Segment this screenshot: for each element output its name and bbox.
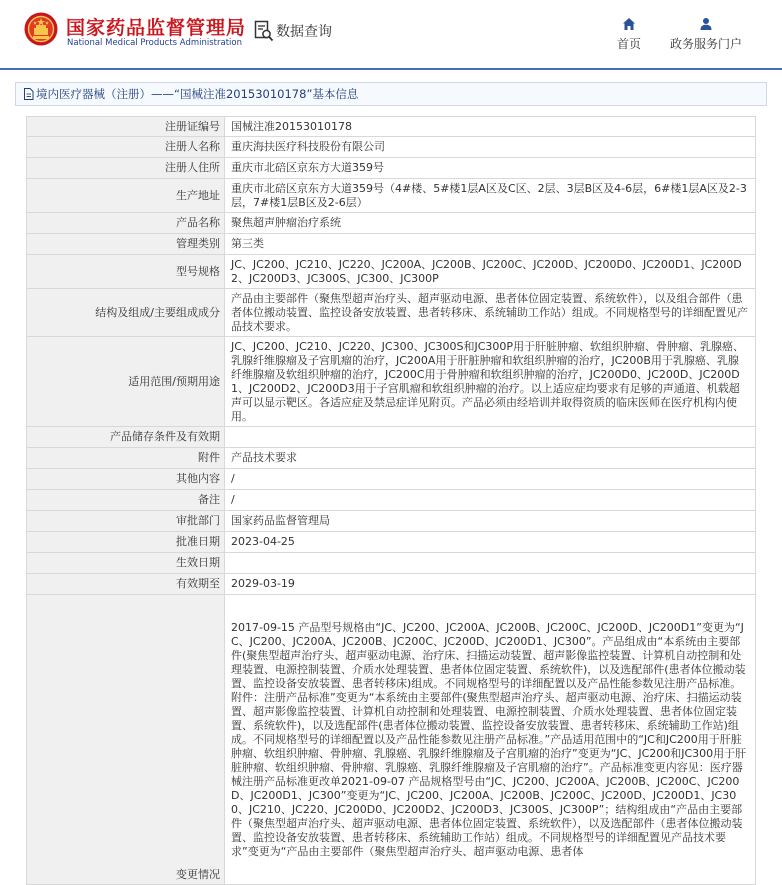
nav-home-label: 首页	[616, 37, 641, 51]
row-value: 2023-04-25	[225, 532, 756, 553]
row-value: JC、JC200、JC210、JC220、JC300、JC300S和JC300P用于肝脏肿瘤、软组织肿瘤、骨肿瘤、乳腺癌、乳腺纤维腺瘤及子宫肌瘤的治疗，JC200A用于肝脏肿瘤和软组织肿瘤的治疗，JC200B用于乳腺癌、乳腺纤维腺瘤及软组织肿瘤的治疗，JC200C用于骨肿瘤和软组织肿瘤的治疗，JC200D0、JC200D、JC200D1、JC200D2、JC200D3用于子宫肌瘤和软组织肿瘤的治疗。以上适应症均要求有足够的声通道、机载超声可以显示靶区。各适应症及禁忌症详见附页。产品必须由经培训并取得资质的临床医师在医疗机构内使用。	[225, 337, 756, 427]
nav-gov-portal[interactable]	[668, 17, 744, 52]
row-label: 结构及组成/主要组成成分	[27, 289, 225, 337]
table-row	[27, 234, 756, 255]
user-icon	[699, 17, 713, 31]
row-value	[225, 553, 756, 574]
site-title-en: National Medical Products Administration	[67, 38, 242, 48]
nav-home[interactable]	[614, 17, 644, 52]
row-value: 第三类	[225, 234, 756, 255]
table-row	[27, 490, 756, 511]
row-label: 产品储存条件及有效期	[27, 427, 225, 448]
row-label: 其他内容	[27, 469, 225, 490]
table-row	[27, 337, 756, 427]
table-row	[27, 469, 756, 490]
breadcrumb	[15, 82, 767, 106]
table-row	[27, 427, 756, 448]
row-value: /	[225, 469, 756, 490]
data-query-link[interactable]	[254, 20, 332, 42]
data-query-label: 数据查询	[276, 24, 332, 40]
table-row	[27, 574, 756, 595]
breadcrumb-text: 境内医疗器械（注册）——“国械注准20153010178”基本信息	[36, 87, 359, 101]
table-row	[27, 137, 756, 158]
table-row	[27, 117, 756, 137]
row-label: 附件	[27, 448, 225, 469]
row-value: 重庆市北碚区京东方大道359号（4#楼、5#楼1层A区及C区、2层、3层B区及4-6层，6#楼1层A区及2-3层，7#楼1层B区及2-6层）	[225, 179, 756, 213]
row-label: 注册人住所	[27, 158, 225, 179]
table-row	[27, 158, 756, 179]
row-value: 国械注准20153010178	[225, 117, 756, 137]
table-row	[27, 511, 756, 532]
row-value: 聚焦超声肿瘤治疗系统	[225, 213, 756, 234]
row-value: 重庆海扶医疗科技股份有限公司	[225, 137, 756, 158]
row-label: 注册证编号	[27, 117, 225, 137]
row-label: 生效日期	[27, 553, 225, 574]
row-label: 有效期至	[27, 574, 225, 595]
row-label: 适用范围/预期用途	[27, 337, 225, 427]
table-row	[27, 255, 756, 289]
nav-gov-label: 政务服务门户	[669, 37, 742, 51]
row-value	[225, 427, 756, 448]
row-label: 产品名称	[27, 213, 225, 234]
row-label: 注册人名称	[27, 137, 225, 158]
row-label: 审批部门	[27, 511, 225, 532]
table-row	[27, 448, 756, 469]
row-label: 型号规格	[27, 255, 225, 289]
document-icon	[23, 88, 34, 100]
table-row	[27, 213, 756, 234]
row-value: /	[225, 490, 756, 511]
row-value: 产品由主要部件（聚焦型超声治疗头、超声驱动电源、患者体位固定装置、系统软件），以及组合部件（患者体位搬动装置、监控设备安放装置、患者转移床、系统辅助工作站）组成。不同规格型号的详细配置见产品技术要求。	[225, 289, 756, 337]
header-divider	[0, 68, 782, 70]
row-value: 国家药品监督管理局	[225, 511, 756, 532]
row-label: 管理类别	[27, 234, 225, 255]
registration-info-table	[26, 116, 756, 885]
table-row	[27, 289, 756, 337]
row-label: 生产地址	[27, 179, 225, 213]
table-row	[27, 532, 756, 553]
site-title[interactable]: 国家药品监督管理局	[66, 17, 247, 39]
row-value: JC、JC200、JC210、JC220、JC200A、JC200B、JC200C、JC200D、JC200D0、JC200D1、JC200D2、JC200D3、JC300S、JC300、JC300P	[225, 255, 756, 289]
table-row	[27, 553, 756, 574]
site-header	[0, 0, 782, 68]
row-label: 批准日期	[27, 532, 225, 553]
row-value-change	[225, 595, 756, 885]
row-label: 变更情况	[27, 595, 225, 885]
row-value: 2029-03-19	[225, 574, 756, 595]
row-value: 重庆市北碚区京东方大道359号	[225, 158, 756, 179]
table-row-change	[27, 595, 756, 885]
table-row	[27, 179, 756, 213]
home-icon	[622, 17, 636, 31]
national-emblem-logo[interactable]	[24, 12, 58, 46]
change-history-text: 2017-09-15 产品型号规格由“JC、JC200、JC200A、JC200B、JC200C、JC200D、JC200D1”变更为“JC、JC200、JC200A、JC200B、JC200C、JC200D、JC200D1、JC300”。产品组成由“本系统由主要部件(聚焦型超声治疗头、超声驱动电源、治疗床、扫描运动装置、超声影像监控装置、计算机自动控制和处理装置、电源控制装置、介质水处理装置、患者体位固定装置、系统软件)，以及选配部件(患者体位搬动装置、监控设备安放装置、患者转移床)组成。不同规格型号的详细配置以及产品性能参数见注册产品标准。附件：注册产品标准”变更为“本系统由主要部件(聚焦型超声治疗头、超声驱动电源、治疗床、扫描运动装置、超声影像监控装置、计算机自动控制和处理装置、电源控制装置、介质水处理装置、患者体位固定装置、系统软件)，以及选配部件(患者体位搬动装置、监控设备安放装置、患者转移床、系统辅助工作站)组成。不同规格型号的详细配置以及产品性能参数见注册产品标准。”产品适用范围中的“JC和JC200用于肝脏肿瘤、软组织肿瘤、骨肿瘤、乳腺癌、乳腺纤维腺瘤及子宫肌瘤的治疗”变更为“JC、JC200和JC300用于肝脏肿瘤、软组织肿瘤、骨肿瘤、乳腺癌、乳腺纤维腺瘤及子宫肌瘤的治疗”。产品标准变更内容见：医疗器械注册产品标准更改单2021-09-07 产品规格型号由“JC、JC200、JC200A、JC200B、JC200C、JC200D、JC200D1、JC300”变更为“JC、JC200、JC200A、JC200B、JC200C、JC200D、JC200D1、JC300、JC210、JC220、JC200D0、JC200D2、JC200D3、JC300S、JC300P”；结构组成由“产品由主要部件（聚焦型超声治疗头、超声驱动电源、患者体位固定装置、系统软件），以及选配部件（患者体位搬动装置、监控设备安放装置、患者转移床、系统辅助工作站）组成。不同规格型号的详细配置见产品技术要求”变更为“产品由主要部件（聚焦型超声治疗头、超声驱动电源、患者体	[231, 620, 747, 858]
row-value: 产品技术要求	[225, 448, 756, 469]
row-label: 备注	[27, 490, 225, 511]
document-search-icon	[254, 20, 274, 42]
